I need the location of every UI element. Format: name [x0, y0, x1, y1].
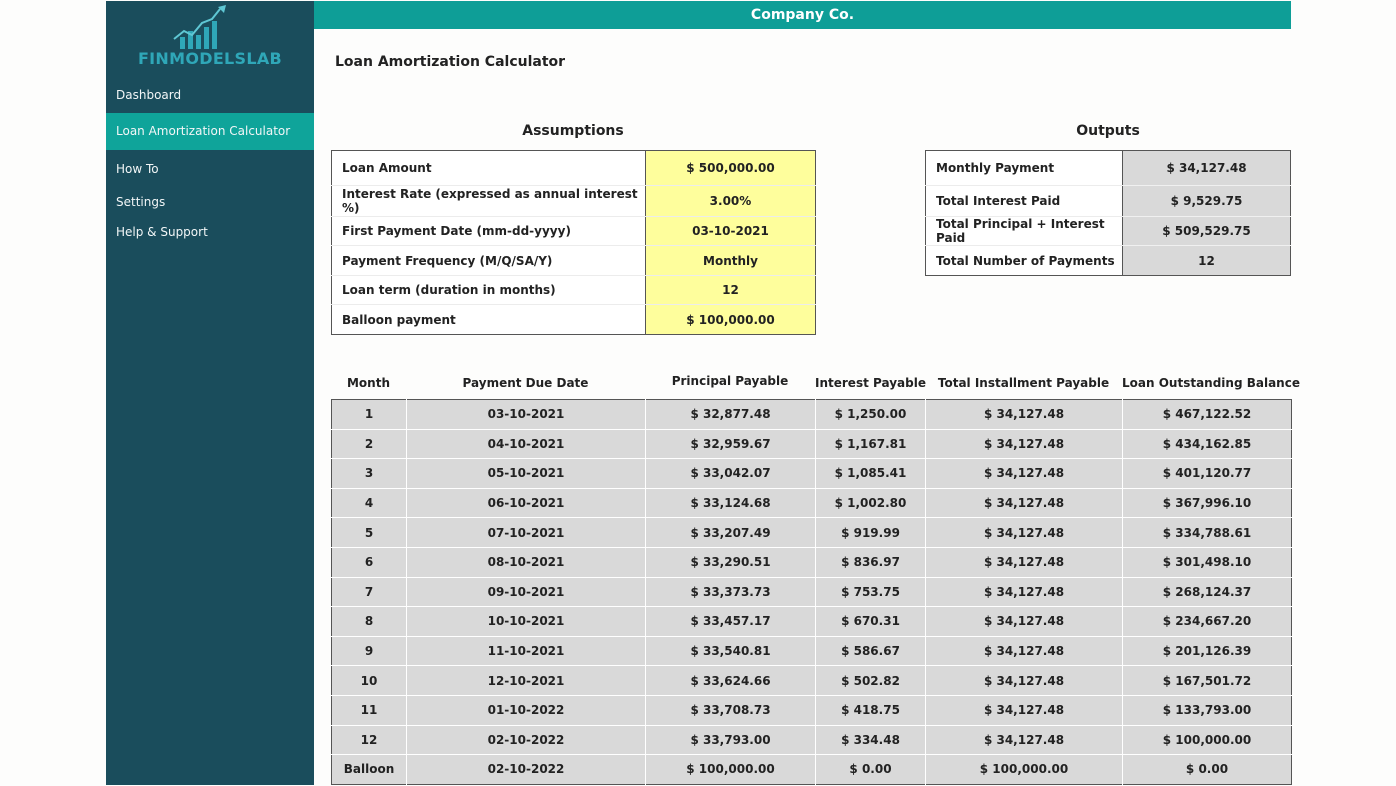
payment-frequency-input[interactable]: Monthly: [646, 246, 816, 276]
due-date-cell: 04-10-2021: [407, 429, 646, 459]
total-principal-interest-value: $ 509,529.75: [1123, 217, 1291, 246]
interest-cell: $ 1,250.00: [816, 400, 926, 430]
first-payment-date-input[interactable]: 03-10-2021: [646, 217, 816, 246]
bar-chart-arrow-icon: [168, 5, 258, 51]
table-row: [332, 695, 1292, 725]
month-cell: 5: [332, 518, 407, 548]
sidebar-item-loan-amortization-calculator[interactable]: Loan Amortization Calculator: [106, 113, 314, 150]
table-row: [332, 755, 1292, 785]
installment-cell: $ 34,127.48: [926, 577, 1123, 607]
interest-cell: $ 0.00: [816, 755, 926, 785]
principal-cell: $ 33,708.73: [646, 695, 816, 725]
interest-cell: $ 418.75: [816, 695, 926, 725]
assumption-row: [332, 305, 816, 335]
due-date-cell: 06-10-2021: [407, 488, 646, 518]
output-label: Monthly Payment: [926, 151, 1123, 186]
outputs-title: Outputs: [1076, 123, 1140, 139]
output-row: [926, 151, 1291, 186]
due-date-cell: 12-10-2021: [407, 666, 646, 696]
due-date-cell: 02-10-2022: [407, 725, 646, 755]
month-cell: 12: [332, 725, 407, 755]
assumption-label: Balloon payment: [332, 305, 646, 335]
installment-cell: $ 34,127.48: [926, 607, 1123, 637]
month-cell: 2: [332, 429, 407, 459]
installment-cell: $ 34,127.48: [926, 429, 1123, 459]
table-row: [332, 577, 1292, 607]
due-date-cell: 07-10-2021: [407, 518, 646, 548]
logo[interactable]: [106, 1, 314, 79]
month-cell: 10: [332, 666, 407, 696]
due-date-cell: 08-10-2021: [407, 547, 646, 577]
output-row: [926, 246, 1291, 276]
sidebar-item-dashboard[interactable]: Dashboard: [116, 88, 182, 102]
table-row: [332, 547, 1292, 577]
schedule-header: [331, 372, 1300, 394]
column-header-payment-due-date: Payment Due Date: [462, 376, 589, 390]
principal-cell: $ 33,793.00: [646, 725, 816, 755]
balance-cell: $ 467,122.52: [1123, 400, 1292, 430]
sidebar-item-how-to[interactable]: How To: [116, 162, 159, 176]
column-header-loan-outstanding: Loan Outstanding Balance: [1122, 376, 1300, 390]
principal-cell: $ 33,207.49: [646, 518, 816, 548]
principal-cell: $ 32,877.48: [646, 400, 816, 430]
installment-cell: $ 34,127.48: [926, 488, 1123, 518]
assumption-label: Loan Amount: [332, 151, 646, 186]
principal-cell: $ 100,000.00: [646, 755, 816, 785]
assumption-row: [332, 186, 816, 217]
balloon-payment-input[interactable]: $ 100,000.00: [646, 305, 816, 335]
balance-cell: $ 401,120.77: [1123, 459, 1292, 489]
assumption-label: Loan term (duration in months): [332, 276, 646, 305]
month-cell: 7: [332, 577, 407, 607]
table-row: [332, 400, 1292, 430]
logo-text: FINMODELSLAB: [137, 49, 283, 68]
month-cell: 6: [332, 547, 407, 577]
month-cell: 8: [332, 607, 407, 637]
month-cell: 1: [332, 400, 407, 430]
loan-term-input[interactable]: 12: [646, 276, 816, 305]
balance-cell: $ 301,498.10: [1123, 547, 1292, 577]
due-date-cell: 02-10-2022: [407, 755, 646, 785]
assumption-label: Interest Rate (expressed as annual interest %): [332, 186, 646, 217]
month-cell: 9: [332, 636, 407, 666]
monthly-payment-value: $ 34,127.48: [1123, 151, 1291, 186]
principal-cell: $ 33,457.17: [646, 607, 816, 637]
table-row: [332, 607, 1292, 637]
column-header-month: Month: [346, 376, 390, 390]
table-row: [332, 518, 1292, 548]
column-header-principal-payable: Principal Payable: [671, 374, 789, 388]
balance-cell: $ 201,126.39: [1123, 636, 1292, 666]
installment-cell: $ 34,127.48: [926, 400, 1123, 430]
sidebar-item-help-support[interactable]: Help & Support: [116, 225, 208, 239]
balance-cell: $ 0.00: [1123, 755, 1292, 785]
month-cell: Balloon: [332, 755, 407, 785]
balance-cell: $ 268,124.37: [1123, 577, 1292, 607]
table-row: [332, 459, 1292, 489]
interest-cell: $ 586.67: [816, 636, 926, 666]
balance-cell: $ 167,501.72: [1123, 666, 1292, 696]
due-date-cell: 11-10-2021: [407, 636, 646, 666]
table-row: [332, 488, 1292, 518]
table-row: [332, 636, 1292, 666]
installment-cell: $ 34,127.48: [926, 725, 1123, 755]
interest-cell: $ 753.75: [816, 577, 926, 607]
installment-cell: $ 34,127.48: [926, 666, 1123, 696]
balance-cell: $ 434,162.85: [1123, 429, 1292, 459]
sidebar: [106, 1, 314, 785]
month-cell: 4: [332, 488, 407, 518]
interest-cell: $ 919.99: [816, 518, 926, 548]
assumption-row: [332, 246, 816, 276]
sidebar-item-settings[interactable]: Settings: [116, 195, 166, 209]
due-date-cell: 05-10-2021: [407, 459, 646, 489]
installment-cell: $ 100,000.00: [926, 755, 1123, 785]
assumption-row: [332, 217, 816, 246]
total-payments-value: 12: [1123, 246, 1291, 276]
due-date-cell: 01-10-2022: [407, 695, 646, 725]
table-row: [332, 429, 1292, 459]
page-title: Loan Amortization Calculator: [335, 54, 566, 70]
amortization-schedule-table: [331, 399, 1292, 785]
balance-cell: $ 367,996.10: [1123, 488, 1292, 518]
column-header-interest-payable: Interest Payable: [815, 376, 926, 390]
installment-cell: $ 34,127.48: [926, 547, 1123, 577]
interest-cell: $ 1,167.81: [816, 429, 926, 459]
principal-cell: $ 33,124.68: [646, 488, 816, 518]
interest-rate-input[interactable]: 3.00%: [646, 186, 816, 217]
interest-cell: $ 670.31: [816, 607, 926, 637]
principal-cell: $ 32,959.67: [646, 429, 816, 459]
principal-cell: $ 33,290.51: [646, 547, 816, 577]
principal-cell: $ 33,624.66: [646, 666, 816, 696]
output-label: Total Principal + Interest Paid: [926, 217, 1123, 246]
interest-cell: $ 836.97: [816, 547, 926, 577]
assumptions-title: Assumptions: [522, 123, 624, 139]
principal-cell: $ 33,373.73: [646, 577, 816, 607]
table-row: [332, 725, 1292, 755]
column-header-total-installment: Total Installment Payable: [937, 376, 1110, 390]
total-interest-value: $ 9,529.75: [1123, 186, 1291, 217]
due-date-cell: 10-10-2021: [407, 607, 646, 637]
table-row: [332, 666, 1292, 696]
output-label: Total Interest Paid: [926, 186, 1123, 217]
balance-cell: $ 133,793.00: [1123, 695, 1292, 725]
assumption-label: Payment Frequency (M/Q/SA/Y): [332, 246, 646, 276]
month-cell: 11: [332, 695, 407, 725]
interest-cell: $ 1,002.80: [816, 488, 926, 518]
assumptions-table: [331, 150, 816, 335]
due-date-cell: 09-10-2021: [407, 577, 646, 607]
balance-cell: $ 234,667.20: [1123, 607, 1292, 637]
interest-cell: $ 1,085.41: [816, 459, 926, 489]
interest-cell: $ 502.82: [816, 666, 926, 696]
company-header: Company Co.: [314, 1, 1291, 29]
installment-cell: $ 34,127.48: [926, 695, 1123, 725]
assumption-row: [332, 276, 816, 305]
principal-cell: $ 33,540.81: [646, 636, 816, 666]
principal-cell: $ 33,042.07: [646, 459, 816, 489]
installment-cell: $ 34,127.48: [926, 459, 1123, 489]
balance-cell: $ 334,788.61: [1123, 518, 1292, 548]
assumption-label: First Payment Date (mm-dd-yyyy): [332, 217, 646, 246]
installment-cell: $ 34,127.48: [926, 636, 1123, 666]
loan-amount-input[interactable]: $ 500,000.00: [646, 151, 816, 186]
month-cell: 3: [332, 459, 407, 489]
balance-cell: $ 100,000.00: [1123, 725, 1292, 755]
output-row: [926, 217, 1291, 246]
interest-cell: $ 334.48: [816, 725, 926, 755]
outputs-table: [925, 150, 1291, 276]
output-row: [926, 186, 1291, 217]
installment-cell: $ 34,127.48: [926, 518, 1123, 548]
output-label: Total Number of Payments: [926, 246, 1123, 276]
assumption-row: [332, 151, 816, 186]
due-date-cell: 03-10-2021: [407, 400, 646, 430]
